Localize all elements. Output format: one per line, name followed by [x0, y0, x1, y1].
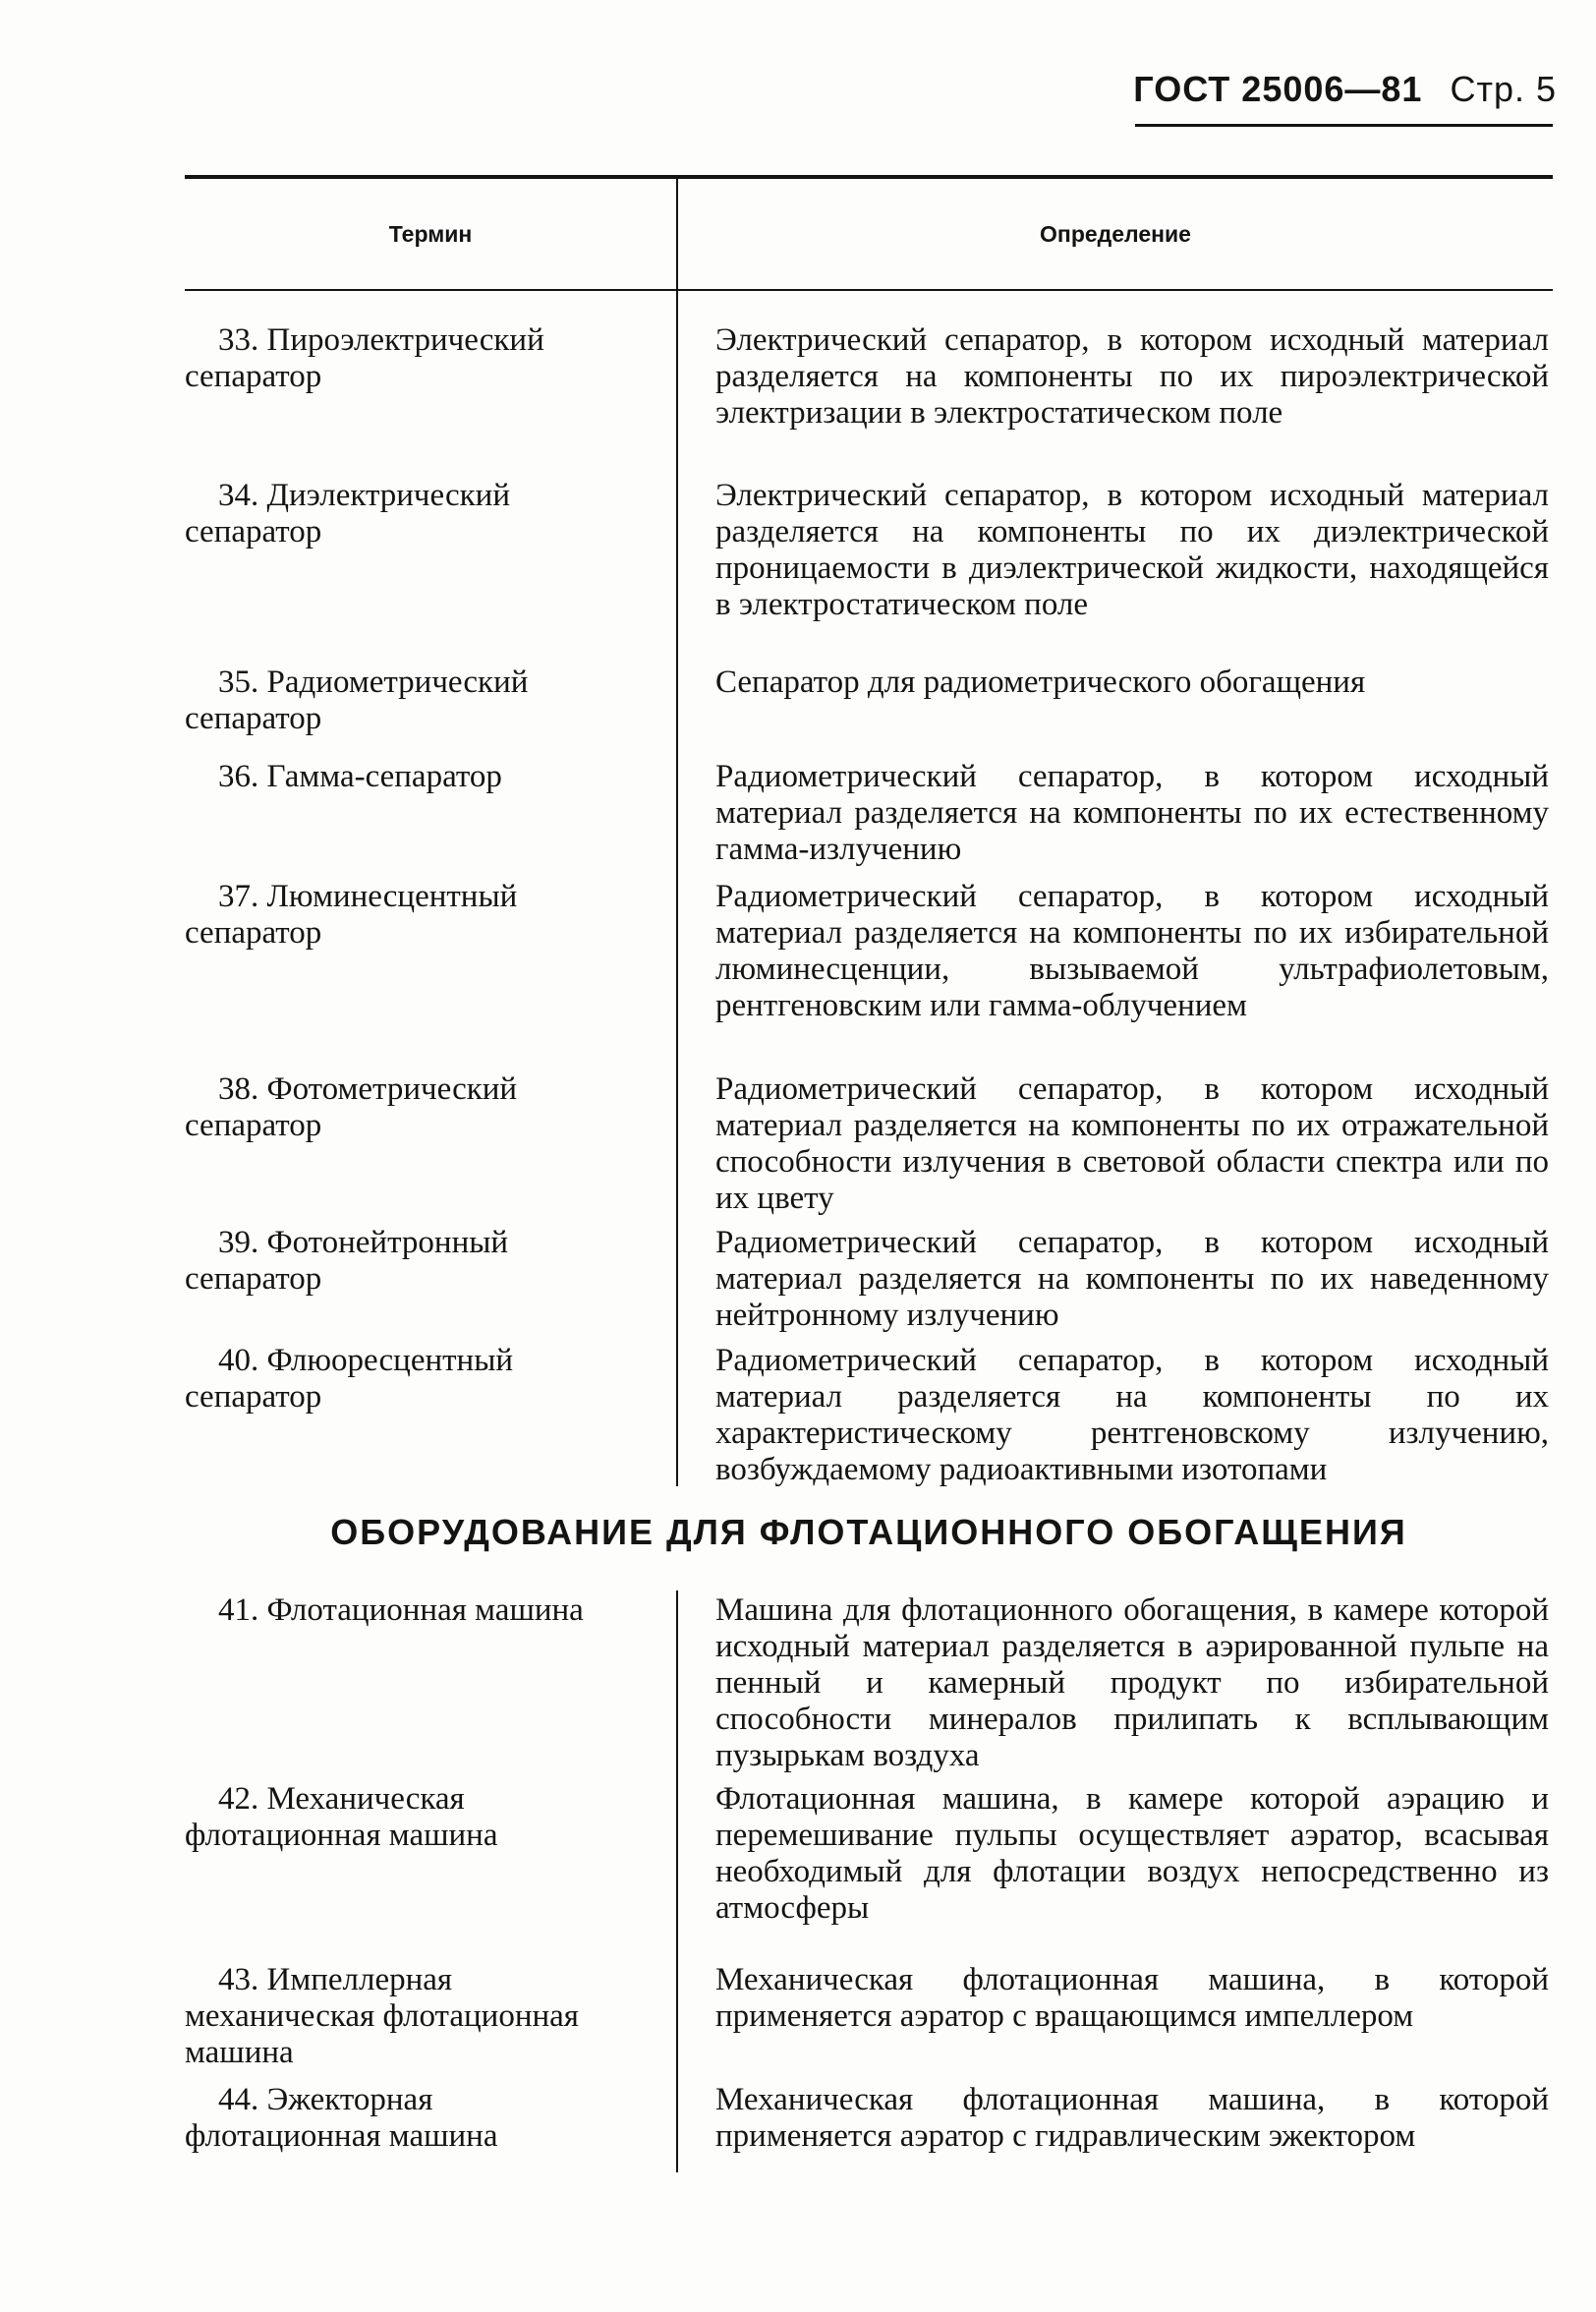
definition: Радиометрический сепаратор, в котором исходный материал разделяется на компоненты по их характеристическому рентгеновскому излучению, возбуждаемому радиоактивными изотопами	[715, 1343, 1549, 1487]
definition: Радиометрический сепаратор, в котором исходный материал разделяется на компоненты по их отражательной способности излучения в световой области спектра или по их цвету	[715, 1071, 1549, 1216]
term: 43. Импеллерная механическая флотационная машина	[185, 1962, 579, 2070]
definition: Машина для флотационного обогащения, в камере которой исходный материал разделяется в аэрированной пульпе на пенный и камерный продукт по избирательной способности минералов прилипать к всплывающим пузырькам воздуха	[715, 1592, 1549, 1773]
definition: Радиометрический сепаратор, в котором исходный материал разделяется на компоненты по их избирательной люминесценции, вызываемой ультрафиолетовым, рентгеновским или гамма-облучением	[715, 879, 1549, 1023]
table-row	[185, 1071, 1553, 1225]
term: 37. Люминесцентный сепаратор	[185, 879, 518, 951]
column-header-term: Термин	[185, 179, 678, 289]
term: 34. Диэлектрический сепаратор	[185, 478, 510, 549]
terms-table-2	[185, 1592, 1553, 2200]
table-row	[185, 1781, 1553, 1962]
term: 40. Флюоресцентный сепаратор	[185, 1343, 514, 1415]
table-row	[185, 759, 1553, 879]
term: 36. Гамма-сепаратор	[218, 759, 502, 794]
term: 44. Эжекторная флотационная машина	[185, 2082, 498, 2154]
term: 35. Радиометрический сепаратор	[185, 665, 529, 736]
document-code: ГОСТ 25006—81	[1133, 69, 1423, 109]
definition: Механическая флотационная машина, в которой применяется аэратор с вращающимся импеллером	[715, 1962, 1549, 2034]
definition: Электрический сепаратор, в котором исходный материал разделяется на компоненты по их пироэлектрической электризации в электростатическом поле	[715, 322, 1549, 431]
table-row	[185, 665, 1553, 759]
terms-table-1	[185, 322, 1553, 1500]
table-row	[185, 478, 1553, 665]
definition: Флотационная машина, в камере которой аэрацию и перемешивание пульпы осуществляет аэратор, всасывая необходимый для флотации воздух непосредственно из атмосферы	[715, 1781, 1549, 1926]
definition: Сепаратор для радиометрического обогащения	[715, 665, 1366, 700]
table-row	[185, 1225, 1553, 1343]
table-row	[185, 1343, 1553, 1500]
section-title: ОБОРУДОВАНИЕ ДЛЯ ФЛОТАЦИОННОГО ОБОГАЩЕНИЯ	[330, 1512, 1407, 1552]
definition: Электрический сепаратор, в котором исходный материал разделяется на компоненты по их диэлектрической проницаемости в диэлектрической жидкости, находящейся в электростатическом поле	[715, 478, 1549, 622]
table-row	[185, 1962, 1553, 2082]
term: 33. Пироэлектрический сепаратор	[185, 322, 544, 394]
definition: Механическая флотационная машина, в которой применяется аэратор с гидравлическим эжектором	[715, 2082, 1549, 2154]
table-row	[185, 2082, 1553, 2200]
table-row	[185, 322, 1553, 478]
term: 39. Фотонейтронный сепаратор	[185, 1225, 509, 1297]
definition: Радиометрический сепаратор, в котором исходный материал разделяется на компоненты по их наведенному нейтронному излучению	[715, 1225, 1549, 1333]
table-header	[185, 175, 1553, 291]
term: 41. Флотационная машина	[218, 1592, 584, 1628]
page-number: Стр. 5	[1450, 69, 1557, 109]
table-row	[185, 1592, 1553, 1781]
term: 42. Механическая флотационная машина	[185, 1781, 498, 1853]
definition: Радиометрический сепаратор, в котором исходный материал разделяется на компоненты по их естественному гамма-излучению	[715, 759, 1549, 867]
table-row	[185, 879, 1553, 1071]
column-header-definition: Определение	[1040, 220, 1191, 247]
header-rule	[1135, 124, 1553, 127]
page-header	[1133, 69, 1557, 110]
term: 38. Фотометрический сепаратор	[185, 1071, 518, 1143]
